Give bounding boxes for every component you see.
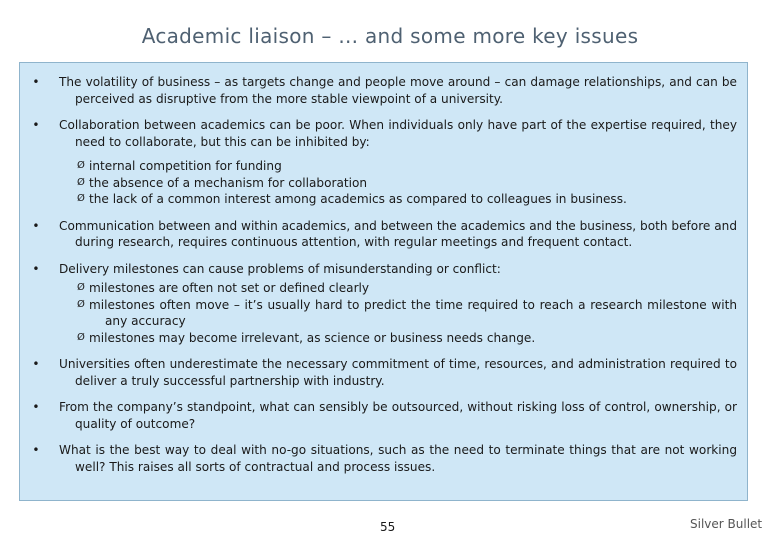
bullet-icon: • — [32, 357, 40, 371]
bullet-item — [29, 218, 737, 251]
bullet-item — [29, 261, 737, 347]
sub-item-text: the absence of a mechanism for collaboration — [89, 175, 368, 190]
bullet-text: Collaboration between academics can be poor. When individuals only have part of the expertise required, they need to collaborate, but this can be inhibited by: — [59, 118, 737, 149]
bullet-text: Delivery milestones can cause problems of misunderstanding or conflict: — [59, 261, 501, 276]
bullet-icon: • — [32, 261, 40, 276]
bullet-item — [29, 117, 737, 208]
bullet-text: The volatility of business – as targets change and people move around – can damage relationships, and can be perceived as disruptive from the more stable viewpoint of a university. — [59, 75, 737, 106]
sub-item — [29, 280, 737, 297]
sub-item-text: milestones are often not set or defined clearly — [89, 281, 370, 295]
bullet-icon: • — [32, 218, 40, 233]
bullet-item — [29, 442, 737, 475]
arrow-bullet-icon: Ø — [77, 160, 85, 171]
sub-item-text: the lack of a common interest among academics as compared to colleagues in business. — [89, 192, 627, 206]
arrow-bullet-icon: Ø — [77, 298, 85, 310]
sub-item — [29, 297, 737, 330]
bullet-text: Communication between and within academics, and between the academics and the business, both before and during research, requires continuous attention, with regular meetings and frequent contact. — [59, 218, 737, 249]
sub-item — [29, 191, 737, 208]
footer-brand: Silver Bullet — [690, 517, 763, 531]
sub-list — [29, 280, 737, 346]
bullet-icon: • — [32, 118, 40, 132]
bullet-text: Universities often underestimate the necessary commitment of time, resources, and administration required to deliver a truly successful partnership with industry. — [59, 357, 737, 388]
sub-item — [29, 175, 737, 192]
bullet-item — [29, 74, 737, 107]
bullet-text: From the company’s standpoint, what can sensibly be outsourced, without risking loss of control, ownership, or quality of outcome? — [59, 400, 737, 431]
slide-title: Academic liaison – ... and some more key issues — [141, 24, 639, 48]
bullet-item — [29, 356, 737, 389]
arrow-bullet-icon: Ø — [77, 193, 85, 204]
bullet-icon: • — [32, 443, 40, 457]
sub-list — [29, 158, 737, 208]
bullet-icon: • — [32, 400, 40, 414]
bullet-text: What is the best way to deal with no-go situations, such as the need to terminate things that are not working well? This raises all sorts of contractual and process issues. — [59, 443, 737, 474]
sub-item-text: internal competition for funding — [89, 159, 282, 173]
bullet-icon: • — [32, 75, 40, 89]
sub-item — [29, 158, 737, 175]
content-box — [19, 62, 748, 501]
page-number: 55 — [380, 520, 396, 534]
arrow-bullet-icon: Ø — [77, 331, 85, 343]
arrow-bullet-icon: Ø — [77, 282, 85, 293]
sub-item — [29, 330, 737, 347]
sub-item-text: milestones may become irrelevant, as science or business needs change. — [89, 330, 536, 345]
arrow-bullet-icon: Ø — [77, 176, 85, 188]
sub-item-text: milestones often move – it’s usually hard to predict the time required to reach a research milestone with any accuracy — [89, 297, 737, 328]
bullet-item — [29, 399, 737, 432]
